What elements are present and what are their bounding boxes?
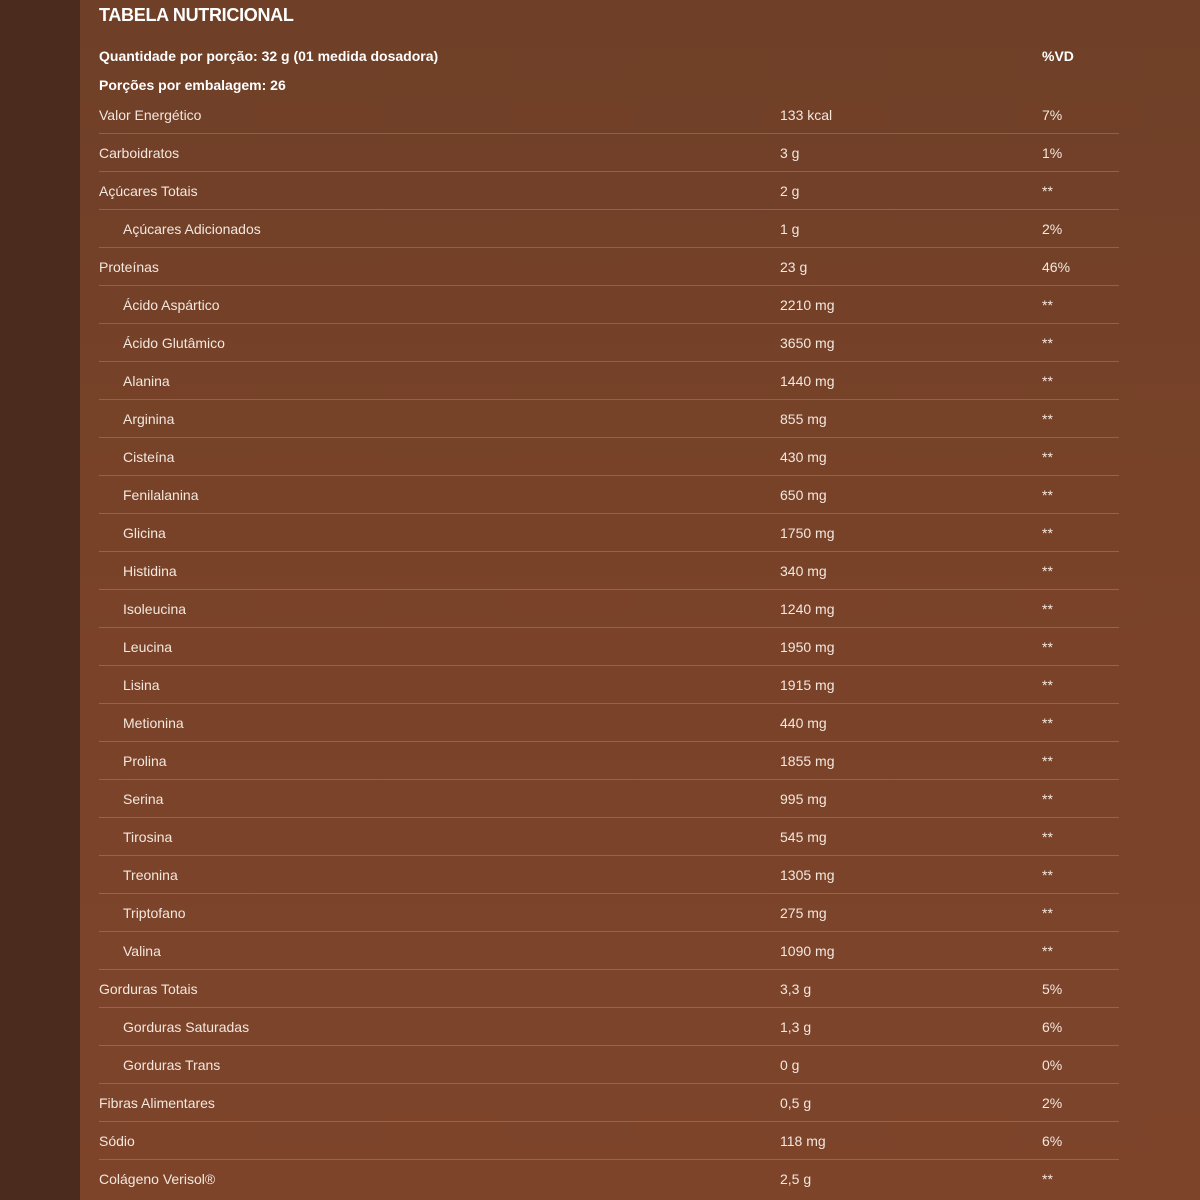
table-row: [99, 1122, 1119, 1160]
nutrient-name: Alanina: [123, 373, 170, 389]
nutrient-name: Histidina: [123, 563, 177, 579]
nutrient-name: Glicina: [123, 525, 166, 541]
nutrient-vd: 1%: [1042, 145, 1063, 161]
table-row: [99, 514, 1119, 552]
nutrient-vd: **: [1042, 715, 1053, 731]
table-row: [99, 172, 1119, 210]
table-row: [99, 1084, 1119, 1122]
table-row: [99, 780, 1119, 818]
nutrient-name: Ácido Glutâmico: [123, 335, 225, 351]
nutrient-name: Valina: [123, 943, 161, 959]
table-row: [99, 476, 1119, 514]
nutrient-quantity: 2210 mg: [780, 297, 835, 313]
table-row: [99, 1008, 1119, 1046]
nutrient-vd: **: [1042, 563, 1053, 579]
table-row: [99, 666, 1119, 704]
nutrient-quantity: 133 kcal: [780, 107, 833, 123]
table-row: [99, 970, 1119, 1008]
nutrient-quantity: 995 mg: [780, 791, 827, 807]
nutrient-quantity: 0,5 g: [780, 1095, 812, 1111]
nutrient-vd: **: [1042, 411, 1053, 427]
nutrient-vd: **: [1042, 905, 1053, 921]
nutrient-quantity: 2,5 g: [780, 1171, 812, 1187]
nutrient-quantity: 3650 mg: [780, 335, 835, 351]
nutrient-name: Gorduras Trans: [123, 1057, 221, 1073]
nutrient-vd: **: [1042, 297, 1053, 313]
nutrient-quantity: 1855 mg: [780, 753, 835, 769]
nutrient-vd: 5%: [1042, 981, 1063, 997]
nutrient-vd: **: [1042, 373, 1053, 389]
nutrient-vd: **: [1042, 183, 1053, 199]
nutrient-quantity: 2 g: [780, 183, 800, 199]
nutrient-quantity: 1 g: [780, 221, 800, 237]
table-row: [99, 932, 1119, 970]
nutrient-name: Fenilalanina: [123, 487, 199, 503]
nutrient-quantity: 855 mg: [780, 411, 827, 427]
nutrient-name: Gorduras Totais: [99, 981, 198, 997]
nutrient-quantity: 340 mg: [780, 563, 827, 579]
nutrient-name: Sódio: [99, 1133, 135, 1149]
table-row: [99, 210, 1119, 248]
nutrient-vd: **: [1042, 943, 1053, 959]
nutrient-vd: **: [1042, 449, 1053, 465]
nutrition-rows: [99, 96, 1119, 1198]
vd-header: %VD: [1042, 48, 1074, 64]
nutrient-vd: 46%: [1042, 259, 1071, 275]
nutrient-vd: **: [1042, 829, 1053, 845]
nutrient-quantity: 118 mg: [780, 1133, 826, 1149]
nutrient-name: Cisteína: [123, 449, 175, 465]
nutrient-quantity: 3,3 g: [780, 981, 812, 997]
table-row: [99, 362, 1119, 400]
nutrient-vd: **: [1042, 601, 1053, 617]
table-row: [99, 704, 1119, 742]
nutrient-vd: **: [1042, 791, 1053, 807]
table-row: [99, 628, 1119, 666]
nutrient-name: Valor Energético: [99, 107, 202, 123]
table-row: [99, 894, 1119, 932]
nutrient-vd: **: [1042, 335, 1053, 351]
table-row: [99, 438, 1119, 476]
table-row: [99, 1160, 1119, 1198]
nutrient-name: Arginina: [123, 411, 175, 427]
nutrient-quantity: 1,3 g: [780, 1019, 812, 1035]
nutrient-quantity: 1950 mg: [780, 639, 835, 655]
nutrient-quantity: 3 g: [780, 145, 800, 161]
nutrient-vd: **: [1042, 639, 1053, 655]
nutrient-name: Colágeno Verisol®: [99, 1171, 216, 1187]
nutrient-name: Proteínas: [99, 259, 159, 275]
nutrient-quantity: 1090 mg: [780, 943, 835, 959]
nutrient-name: Triptofano: [123, 905, 186, 921]
nutrient-vd: 2%: [1042, 221, 1063, 237]
table-row: [99, 818, 1119, 856]
nutrient-name: Açúcares Totais: [99, 183, 198, 199]
nutrient-name: Fibras Alimentares: [99, 1095, 215, 1111]
nutrient-quantity: 275 mg: [780, 905, 827, 921]
nutrient-vd: 7%: [1042, 107, 1063, 123]
nutrient-name: Lisina: [123, 677, 160, 693]
table-row: [99, 1046, 1119, 1084]
nutrient-name: Serina: [123, 791, 164, 807]
nutrient-name: Gorduras Saturadas: [123, 1019, 250, 1035]
nutrient-vd: 0%: [1042, 1057, 1063, 1073]
nutrient-quantity: 1305 mg: [780, 867, 835, 883]
table-row: [99, 400, 1119, 438]
nutrient-vd: 6%: [1042, 1019, 1063, 1035]
nutrient-vd: **: [1042, 1171, 1053, 1187]
nutrient-vd: 6%: [1042, 1133, 1063, 1149]
nutrition-panel: [80, 0, 1200, 1200]
nutrient-name: Metionina: [123, 715, 184, 731]
table-row: [99, 324, 1119, 362]
table-row: [99, 590, 1119, 628]
nutrient-quantity: 1240 mg: [780, 601, 835, 617]
nutrient-vd: 2%: [1042, 1095, 1063, 1111]
nutrient-name: Isoleucina: [123, 601, 187, 617]
nutrient-vd: **: [1042, 753, 1053, 769]
table-row: [99, 134, 1119, 172]
nutrient-quantity: 430 mg: [780, 449, 827, 465]
nutrient-name: Leucina: [123, 639, 173, 655]
table-row: [99, 286, 1119, 324]
table-row: [99, 742, 1119, 780]
table-row: [99, 248, 1119, 286]
nutrient-quantity: 0 g: [780, 1057, 800, 1073]
nutrient-vd: **: [1042, 487, 1053, 503]
servings-per-pack: Porções por embalagem: 26: [99, 77, 286, 93]
nutrient-quantity: 650 mg: [780, 487, 827, 503]
nutrient-vd: **: [1042, 525, 1053, 541]
table-title: TABELA NUTRICIONAL: [99, 5, 294, 25]
nutrient-vd: **: [1042, 867, 1053, 883]
nutrient-name: Treonina: [123, 867, 178, 883]
table-row: [99, 552, 1119, 590]
nutrient-quantity: 1750 mg: [780, 525, 835, 541]
table-row: [99, 856, 1119, 894]
serving-size: Quantidade por porção: 32 g (01 medida dosadora): [99, 48, 439, 64]
table-row: [99, 96, 1119, 134]
nutrient-quantity: 1440 mg: [780, 373, 835, 389]
nutrient-quantity: 545 mg: [780, 829, 827, 845]
nutrient-quantity: 1915 mg: [780, 677, 835, 693]
nutrient-quantity: 440 mg: [780, 715, 827, 731]
nutrient-vd: **: [1042, 677, 1053, 693]
nutrient-name: Ácido Aspártico: [123, 297, 220, 313]
nutrient-name: Carboidratos: [99, 145, 180, 161]
nutrient-name: Prolina: [123, 753, 167, 769]
nutrient-name: Tirosina: [123, 829, 173, 845]
nutrient-quantity: 23 g: [780, 259, 808, 275]
nutrient-name: Açúcares Adicionados: [123, 221, 261, 237]
